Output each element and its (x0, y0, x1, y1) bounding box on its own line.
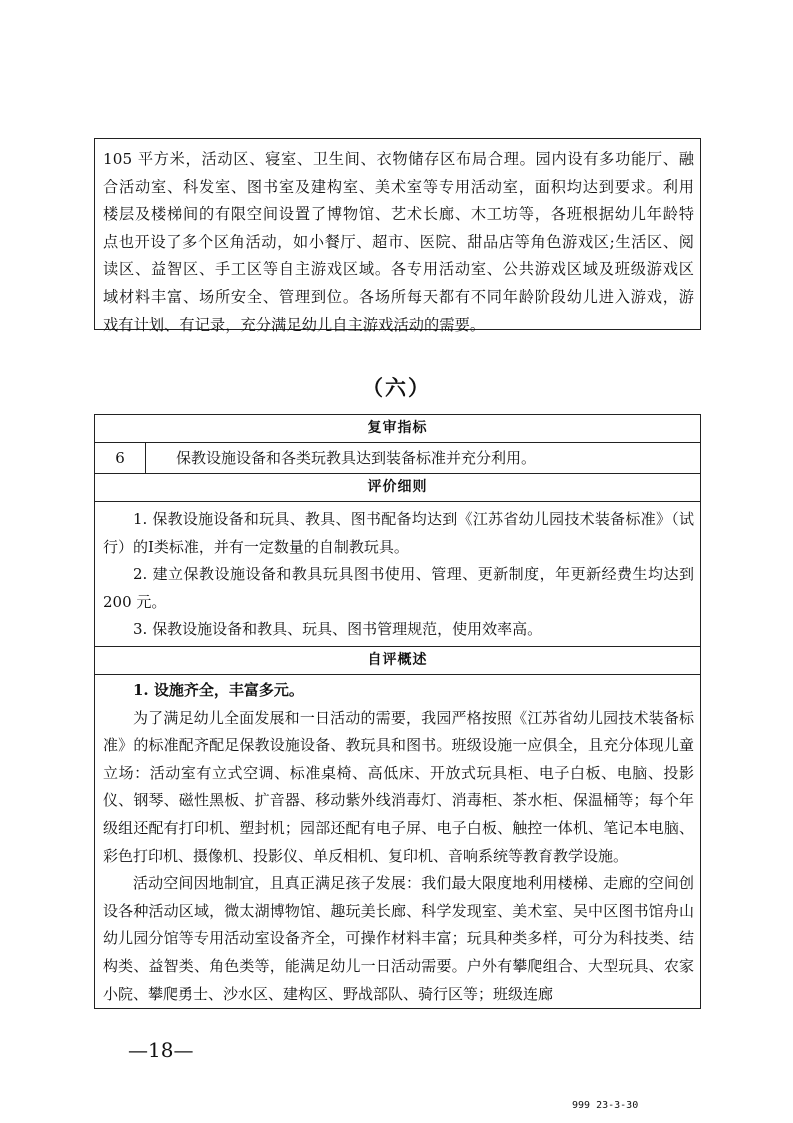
self-eval-body (95, 675, 700, 1008)
indicator-text: 保教设施设备和各类玩教具达到装备标准并充分利用。 (176, 449, 537, 467)
criteria-item: 1. 保教设施设备和玩具、教具、图书配备均达到《江苏省幼儿园技术装备标准》（试行）的Ⅰ类标准，并有一定数量的自制教玩具。 (103, 510, 694, 556)
text-line: 域材料丰富、场所安全、管理到位。各场所每天都有不同年龄阶段幼儿进入游戏，游 (103, 287, 694, 306)
self-eval-paragraph: 为了满足幼儿全面发展和一日活动的需要，我园严格按照《江苏省幼儿园技术装备标准》的标准配齐配足保教设施设备、教玩具和图书。班级设施一应俱全，且充分体现儿童立场：活动室有立式空调、标准桌椅、高低床、开放式玩具柜、电子白板、电脑、投影仪、钢琴、磁性黑板、扩音器、移动紫外线消毒灯、消毒柜、茶水柜、保温桶等；每个年级组还配有打印机、塑封机；园部还配有电子屏、电子白板、触控一体机、笔记本电脑、彩色打印机、摄像机、投影仪、单反相机、复印机、音响系统等教育教学设施。 (103, 708, 694, 865)
criteria-body (95, 502, 700, 647)
text-line: 楼层及楼梯间的有限空间设置了博物馆、艺术长廊、木工坊等，各班根据幼儿年龄特 (103, 205, 694, 224)
criteria-header: 评价细则 (95, 474, 700, 502)
text-line: 点也开设了多个区角活动，如小餐厅、超市、医院、甜品店等角色游戏区;生活区、阅 (103, 232, 694, 251)
text-line: 105 平方米，活动区、寝室、卫生间、衣物储存区布局合理。园内设有多功能厅、融 (103, 150, 694, 168)
page-number: —18— (128, 1038, 194, 1062)
criteria-item: 2. 建立保教设施设备和教具玩具图书使用、管理、更新制度，年更新经费生均达到 200 元。 (103, 565, 694, 611)
section-heading: （六） (362, 375, 431, 400)
text-line: 合活动室、科发室、图书室及建构室、美术室等专用活动室，面积均达到要求。利用 (103, 177, 694, 196)
review-indicator-header: 复审指标 (95, 415, 700, 443)
indicator-number: 6 (95, 443, 146, 473)
text-line: 戏有计划、有记录，充分满足幼儿自主游戏活动的需要。 (103, 315, 486, 334)
review-table (94, 414, 701, 1009)
indicator-row (95, 443, 700, 474)
self-eval-title: 1. 设施齐全，丰富多元。 (133, 680, 304, 699)
self-eval-header: 自评概述 (95, 647, 700, 675)
continuation-text-box (94, 138, 701, 334)
text-line: 读区、益智区、手工区等自主游戏区域。各专用活动室、公共游戏区域及班级游戏区 (103, 260, 694, 279)
print-stamp: 999 23-3-30 (572, 1100, 639, 1111)
self-eval-paragraph: 活动空间因地制宜，且真正满足孩子发展：我们最大限度地利用楼梯、走廊的空间创设各种活动区域，微太湖博物馆、趣玩美长廊、科学发现室、美术室、吴中区图书馆舟山幼儿园分馆等专用活动室设备齐全，可操作材料丰富；玩具种类多样，可分为科技类、结构类、益智类、角色类等，能满足幼儿一日活动需要。户外有攀爬组合、大型玩具、农家小院、攀爬勇士、沙水区、建构区、野战部队、骑行区等；班级连廊 (103, 874, 694, 1003)
criteria-item: 3. 保教设施设备和教具、玩具、图书管理规范，使用效率高。 (133, 620, 543, 639)
